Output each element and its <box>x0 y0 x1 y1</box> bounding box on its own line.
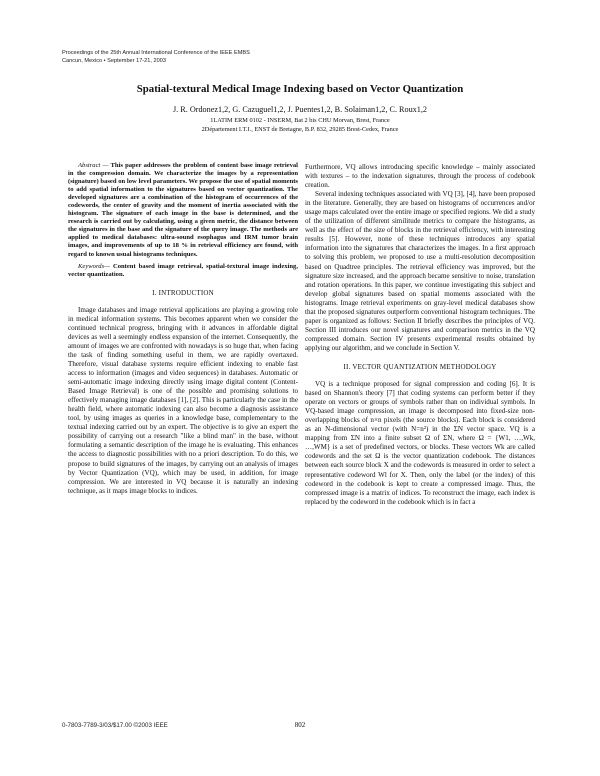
author-list: J. R. Ordonez1,2, G. Cazuguel1,2, J. Puentes1,2, B. Solaiman1,2, C. Roux1,2 <box>172 105 428 114</box>
keywords <box>68 263 298 279</box>
right-paragraph-1: Furthermore, VQ allows introducing specific knowledge – mainly associated with textures – to the indexation signatures, through the process of codebook creation. <box>305 163 535 190</box>
proceedings-header <box>62 50 362 65</box>
section-heading-introduction: I. INTRODUCTION <box>152 288 214 297</box>
right-paragraph-2: Several indexing techniques associated with VQ [3], [4], have been proposed in the literature. Generally, they are based on histograms of occurrences and/or usage maps calculated over the entire image or specified regions. We did a study of the utilization of different similitude metrics to compare the histograms, as well as the effect of the size of blocks in the retrieval efficiency, with interesting results [5]. However, none of these techniques introduces any spatial information into the signatures that characterizes the images. In a first approach to solving this problem, we proposed to use a multi-resolution decomposition based on Quadtree principles. The retrieval efficiency was improved, but the signature size increased, and the approach became sensitive to noise, translation and rotation operations. In this paper, we continue investigating this subject and develop global signatures based on spatial moments associated with the histograms. Image retrieval experiments on gray-level medical databases show that the proposed signatures outperform conventional histogram techniques. The paper is organized as follows: Section II briefly describes the principles of VQ. Section III introduces our novel signatures and comparison metrics in the VQ compressed domain. Section IV presents experimental results obtained by applying our algorithm, and we conclude in Section V. <box>305 190 535 352</box>
keywords-text: Content based image retrieval, spatial-textural image indexing, vector quantization. <box>68 262 298 278</box>
affiliation-1: 1LATIM ERM 0102 - INSERM, Bat 2 bis CHU Morvan, Brest, France <box>210 117 390 124</box>
left-column <box>68 162 298 496</box>
affiliation-2: 2Département I.T.I., ENST de Bretagne, B.P. 832, 29285 Brest-Cedex, France <box>201 126 399 133</box>
intro-paragraph-1: Image databases and image retrieval applications are playing a growing role in medical information systems. This becomes apparent when we consider the continued technical progress, bringing with it advances in affordable digital devices as well a seemingly endless expansion of the internet. Consequently, the amount of images we are confronted with nowadays is so huge that, when facing the task of finding something useful in them, we are rapidly overtaxed. Therefore, visual database systems require efficient indexing to enable fast access to information (images and video sequences) in databases. Automatic or semi-automatic image indexing directly using image digital content (Content-Based Image Retrieval) is one of the possible and promising solutions to effectively managing image databases [1], [2]. This is particularly the case in the health field, where automatic indexing can also become a diagnosis assistance tool, by using images as queries in a knowledge base, complementary to the textual indexing carried out by an expert. The objective is to give an expert the possibility of carrying out a research "like a blind man" in the base, without formulating a semantic description of the image he is evaluating. This enhances the access to diagnostic possibilities with no a priori description. To do this, we propose to build signatures of the images, by carrying out an analysis of images by Vector Quantization (VQ), which may be used, in addition, for image compression. We are interested in VQ because it is naturally an indexing technique, as it maps image blocks to indices. <box>68 305 298 495</box>
abstract <box>68 162 298 259</box>
paper-title: Spatial-textural Medical Image Indexing based on Vector Quantization <box>136 83 464 95</box>
section-heading-vq: II. VECTOR QUANTIZATION METHODOLOGY <box>343 362 497 371</box>
proceedings-line-2: Cancun, Mexico • September 17-21, 2003 <box>62 57 166 64</box>
vq-paragraph-1: VQ is a technique proposed for signal compression and coding [6]. It is based on Shannon's theory [7] that coding systems can perform better if they operate on vectors or groups of symbols rather than on individual symbols. In VQ-based image compression, an image is decomposed into fixed-size non-overlapping blocks of n×n pixels (the source blocks). Each block is considered as an N-dimensional vector (with N=n²) in the ΣN vector space. VQ is a mapping from ΣN into a finite subset Ω of ΣN, where Ω = {W1, …,Wk, …,WM} is a set of predefined vectors, or blocks. These vectors Wk are called codewords and the set Ω is the vector quantization codebook. The distances between each source block X and the codewords is measured in order to select a representative codeword Wl for X. Then, only the label (or the index) of this codeword in the codebook is kept to create a compressed image. Thus, the compressed image is a matrix of indices. To reconstruct the image, each index is replaced by the codeword in the codebook which is in fact a <box>305 380 535 506</box>
abstract-lead: Abstract — <box>78 162 109 169</box>
copyright-footer: 0-7803-7789-3/03/$17.00 ©2003 IEEE <box>62 722 168 729</box>
page-number: 802 <box>294 721 306 729</box>
right-column <box>305 163 535 507</box>
proceedings-line-1: Proceedings of the 25th Annual International Conference of the IEEE EMBS <box>62 50 250 56</box>
abstract-text: This paper addresses the problem of content base image retrieval in the compression domain. We characterize the images by a representation (signature) based on low level parameters. We propose the use of spatial moments to add spatial information to the signatures based on vector quantization. The developed signatures are a combination of the histogram of occurrences of the codewords, the center of gravity and the moment of inertia associated with the histogram. The signature of each image in the base is determined, and the research is carried out by calculating, using a given metric, the distance between the signatures in the base and the signature of the query image. The methods are applied to medical databases: ultra-sound esophagus and IRM tumor brain images, and improvements of up to 18 % in retrieval efficiency are found, with regard to known usual histograms techniques. <box>68 162 299 258</box>
keywords-lead: Keywords— <box>78 262 110 270</box>
